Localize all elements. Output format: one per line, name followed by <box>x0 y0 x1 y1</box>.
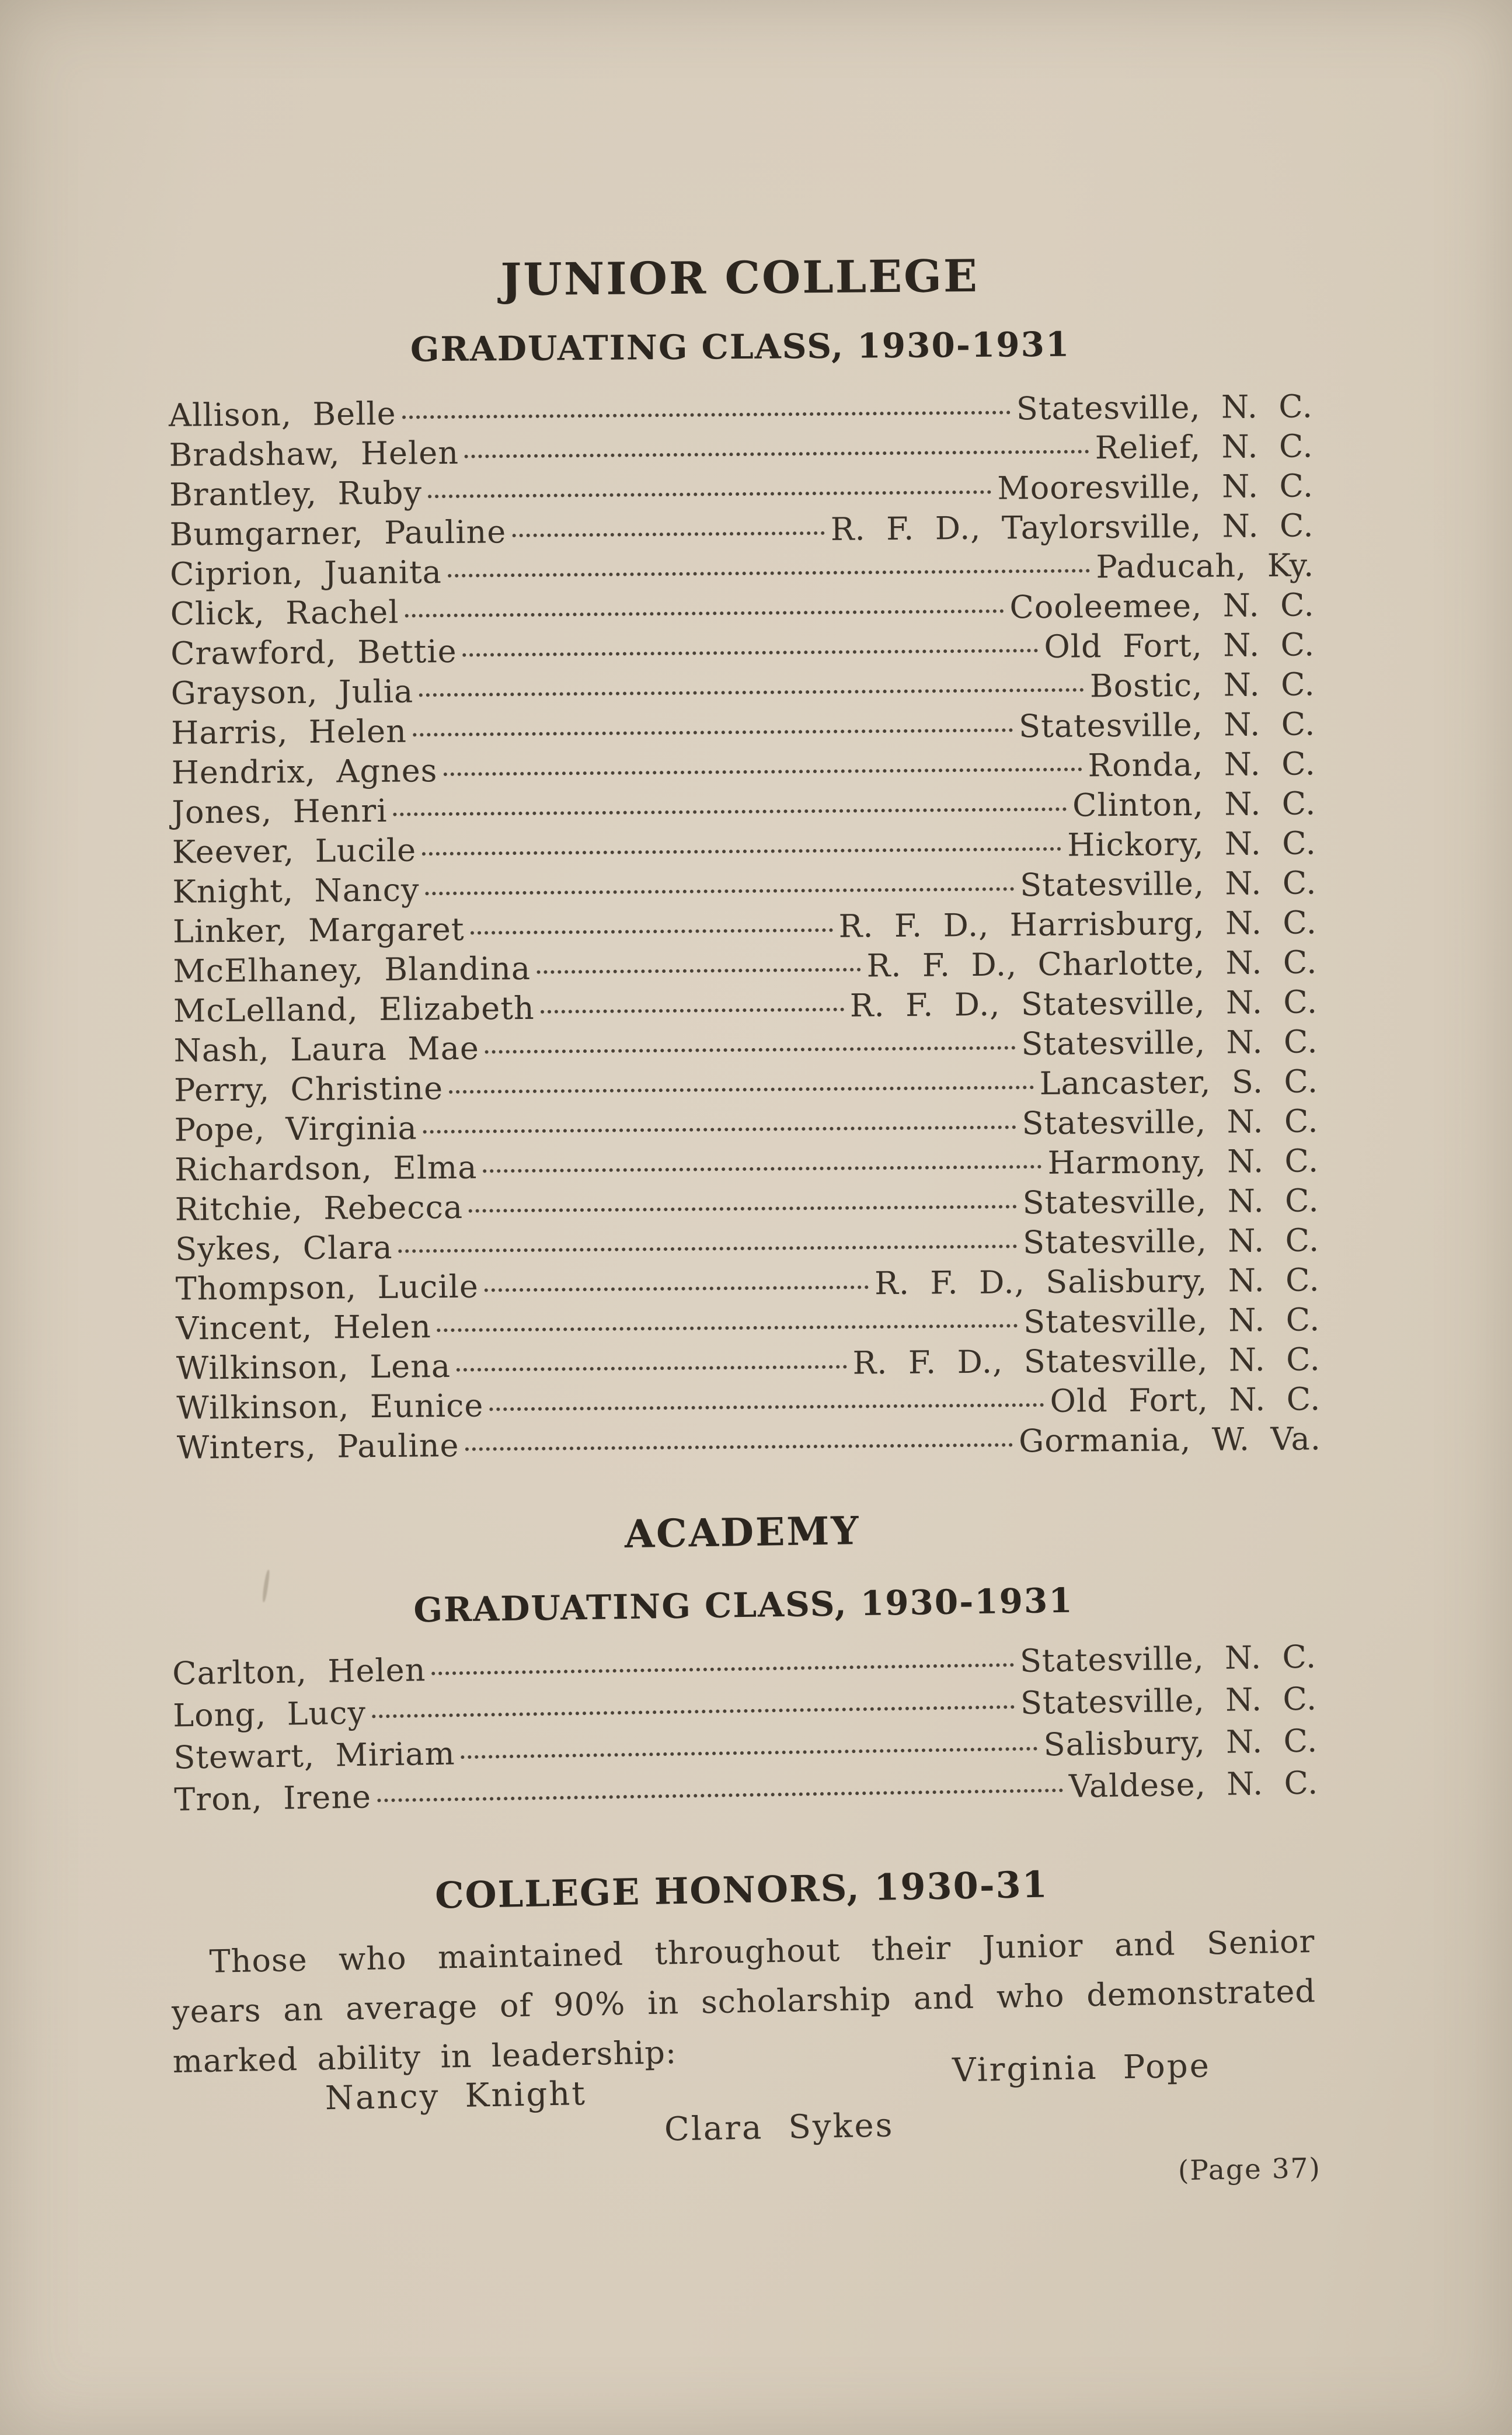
student-name: Harris, Helen <box>171 712 407 752</box>
academy-section <box>170 1501 1319 1823</box>
student-location: Relief, N. C. <box>1095 427 1314 467</box>
student-name: Pope, Virginia <box>174 1109 417 1149</box>
student-name: Ritchie, Rebecca <box>175 1188 464 1228</box>
dotted-leader <box>483 1165 1041 1173</box>
student-name: Vincent, Helen <box>176 1308 431 1347</box>
student-name: McElhaney, Blandina <box>173 949 531 990</box>
student-location: Old Fort, N. C. <box>1050 1380 1321 1420</box>
student-name: Thompson, Lucile <box>175 1268 479 1307</box>
dotted-leader <box>437 1324 1018 1332</box>
dotted-leader <box>413 728 1013 736</box>
student-name: Wilkinson, Lena <box>176 1347 451 1387</box>
junior-college-section <box>168 246 1321 1469</box>
student-name: Keever, Lucile <box>172 832 417 871</box>
student-location: Lancaster, S. C. <box>1039 1063 1319 1102</box>
student-name: Winters, Pauline <box>176 1427 459 1466</box>
honor-name: Nancy Knight <box>325 2074 587 2118</box>
student-location: R. F. D., Statesville, N. C. <box>849 983 1318 1024</box>
student-location: Statesville, N. C. <box>1023 1301 1321 1341</box>
student-location: Statesville, N. C. <box>1022 1102 1319 1142</box>
student-location: Statesville, N. C. <box>1019 1638 1317 1679</box>
student-location: R. F. D., Taylorsville, N. C. <box>830 507 1314 548</box>
dotted-leader <box>428 490 992 498</box>
dotted-leader <box>536 968 860 973</box>
student-name: Tron, Irene <box>173 1778 372 1818</box>
dotted-leader <box>465 450 1089 458</box>
dotted-leader <box>377 1789 1063 1802</box>
student-location: Statesville, N. C. <box>1020 864 1317 904</box>
dotted-leader <box>422 847 1061 856</box>
college-honors-title: COLLEGE HONORS, 1930-31 <box>434 1863 1049 1917</box>
dotted-leader <box>541 1007 844 1013</box>
dotted-leader <box>399 1244 1018 1253</box>
student-location: Clinton, N. C. <box>1072 785 1316 824</box>
student-location: Statesville, N. C. <box>1021 1023 1318 1063</box>
student-name: Nash, Laura Mae <box>173 1029 480 1069</box>
student-name: McLelland, Elizabeth <box>173 989 535 1029</box>
dotted-leader <box>471 928 833 935</box>
dotted-leader <box>448 569 1091 578</box>
student-location: R. F. D., Charlotte, N. C. <box>866 944 1318 985</box>
student-name: Long, Lucy <box>172 1694 367 1734</box>
junior-college-title: JUNIOR COLLEGE <box>500 249 980 306</box>
student-name: Wilkinson, Eunice <box>176 1387 484 1427</box>
student-location: Statesville, N. C. <box>1022 1222 1320 1261</box>
student-name: Carlton, Helen <box>172 1651 426 1692</box>
dotted-leader <box>489 1403 1044 1411</box>
student-location: Harmony, N. C. <box>1047 1142 1319 1181</box>
student-location: Statesville, N. C. <box>1016 388 1314 427</box>
dotted-leader <box>465 1443 1013 1450</box>
junior-college-subtitle: GRADUATING CLASS, 1930-1931 <box>410 324 1071 370</box>
student-row <box>177 1420 1321 1469</box>
student-location: Statesville, N. C. <box>1018 705 1316 745</box>
student-location: Hickory, N. C. <box>1067 825 1317 864</box>
dotted-leader <box>419 688 1084 697</box>
dotted-leader <box>372 1705 1015 1718</box>
academy-roster <box>172 1638 1319 1823</box>
student-location: Salisbury, N. C. <box>1043 1722 1318 1763</box>
dotted-leader <box>393 807 1067 816</box>
honor-name: Virginia Pope <box>952 2047 1211 2090</box>
student-name: Hendrix, Agnes <box>171 752 438 791</box>
student-name: Grayson, Julia <box>170 673 414 712</box>
dotted-leader <box>425 887 1014 895</box>
academy-subtitle: GRADUATING CLASS, 1930-1931 <box>413 1580 1074 1630</box>
student-name: Perry, Christine <box>173 1069 444 1109</box>
student-name: Allison, Belle <box>168 395 396 434</box>
dotted-leader <box>512 531 825 537</box>
dotted-leader <box>469 1205 1017 1212</box>
dotted-leader <box>463 649 1039 657</box>
student-location: Gormania, W. Va. <box>1018 1420 1322 1460</box>
student-location: Paducah, Ky. <box>1096 547 1315 586</box>
honor-name: Clara Sykes <box>664 2106 894 2149</box>
college-honors-description: Those who maintained throughout their Junior and Senior years an average of 90% in scholarship and who demonstrated marked ability in leadership: <box>171 1923 1316 2081</box>
college-honors-section <box>169 1858 1319 2206</box>
student-location: R. F. D., Harrisburg, N. C. <box>838 904 1318 945</box>
academy-title: ACADEMY <box>624 1508 861 1557</box>
student-location: Mooresville, N. C. <box>997 467 1314 507</box>
student-location: Statesville, N. C. <box>1022 1182 1319 1222</box>
dotted-leader <box>405 609 1004 617</box>
dotted-leader <box>402 411 1011 419</box>
student-name: Linker, Margaret <box>172 910 465 950</box>
student-location: Cooleemee, N. C. <box>1009 586 1315 626</box>
student-location: Ronda, N. C. <box>1088 745 1316 784</box>
student-name: Brantley, Ruby <box>169 474 423 513</box>
dotted-leader <box>485 1285 869 1292</box>
student-name: Bumgarner, Pauline <box>169 513 507 553</box>
student-location: R. F. D., Statesville, N. C. <box>852 1341 1321 1382</box>
dotted-leader <box>443 767 1082 776</box>
dotted-leader <box>423 1125 1016 1133</box>
dotted-leader <box>431 1663 1014 1675</box>
dotted-leader <box>457 1365 847 1371</box>
junior-college-roster <box>169 388 1321 1469</box>
page-number: (Page 37) <box>1177 2152 1322 2187</box>
student-name: Knight, Nancy <box>172 871 420 910</box>
student-name: Sykes, Clara <box>175 1229 393 1268</box>
student-name: Crawford, Bettie <box>170 632 457 672</box>
dotted-leader <box>461 1747 1038 1759</box>
student-name: Jones, Henri <box>172 792 388 831</box>
student-location: Bostic, N. C. <box>1089 666 1315 705</box>
student-name: Bradshaw, Helen <box>169 434 459 474</box>
student-location: Statesville, N. C. <box>1020 1680 1318 1721</box>
student-location: R. F. D., Salisbury, N. C. <box>874 1261 1320 1302</box>
dotted-leader <box>449 1086 1034 1094</box>
student-name: Richardson, Elma <box>174 1149 478 1188</box>
student-name: Stewart, Miriam <box>173 1735 455 1776</box>
student-location: Valdese, N. C. <box>1068 1764 1319 1805</box>
student-name: Ciprion, Juanita <box>169 553 443 593</box>
student-name: Click, Rachel <box>170 593 399 632</box>
student-location: Old Fort, N. C. <box>1044 626 1315 665</box>
dotted-leader <box>485 1046 1016 1053</box>
